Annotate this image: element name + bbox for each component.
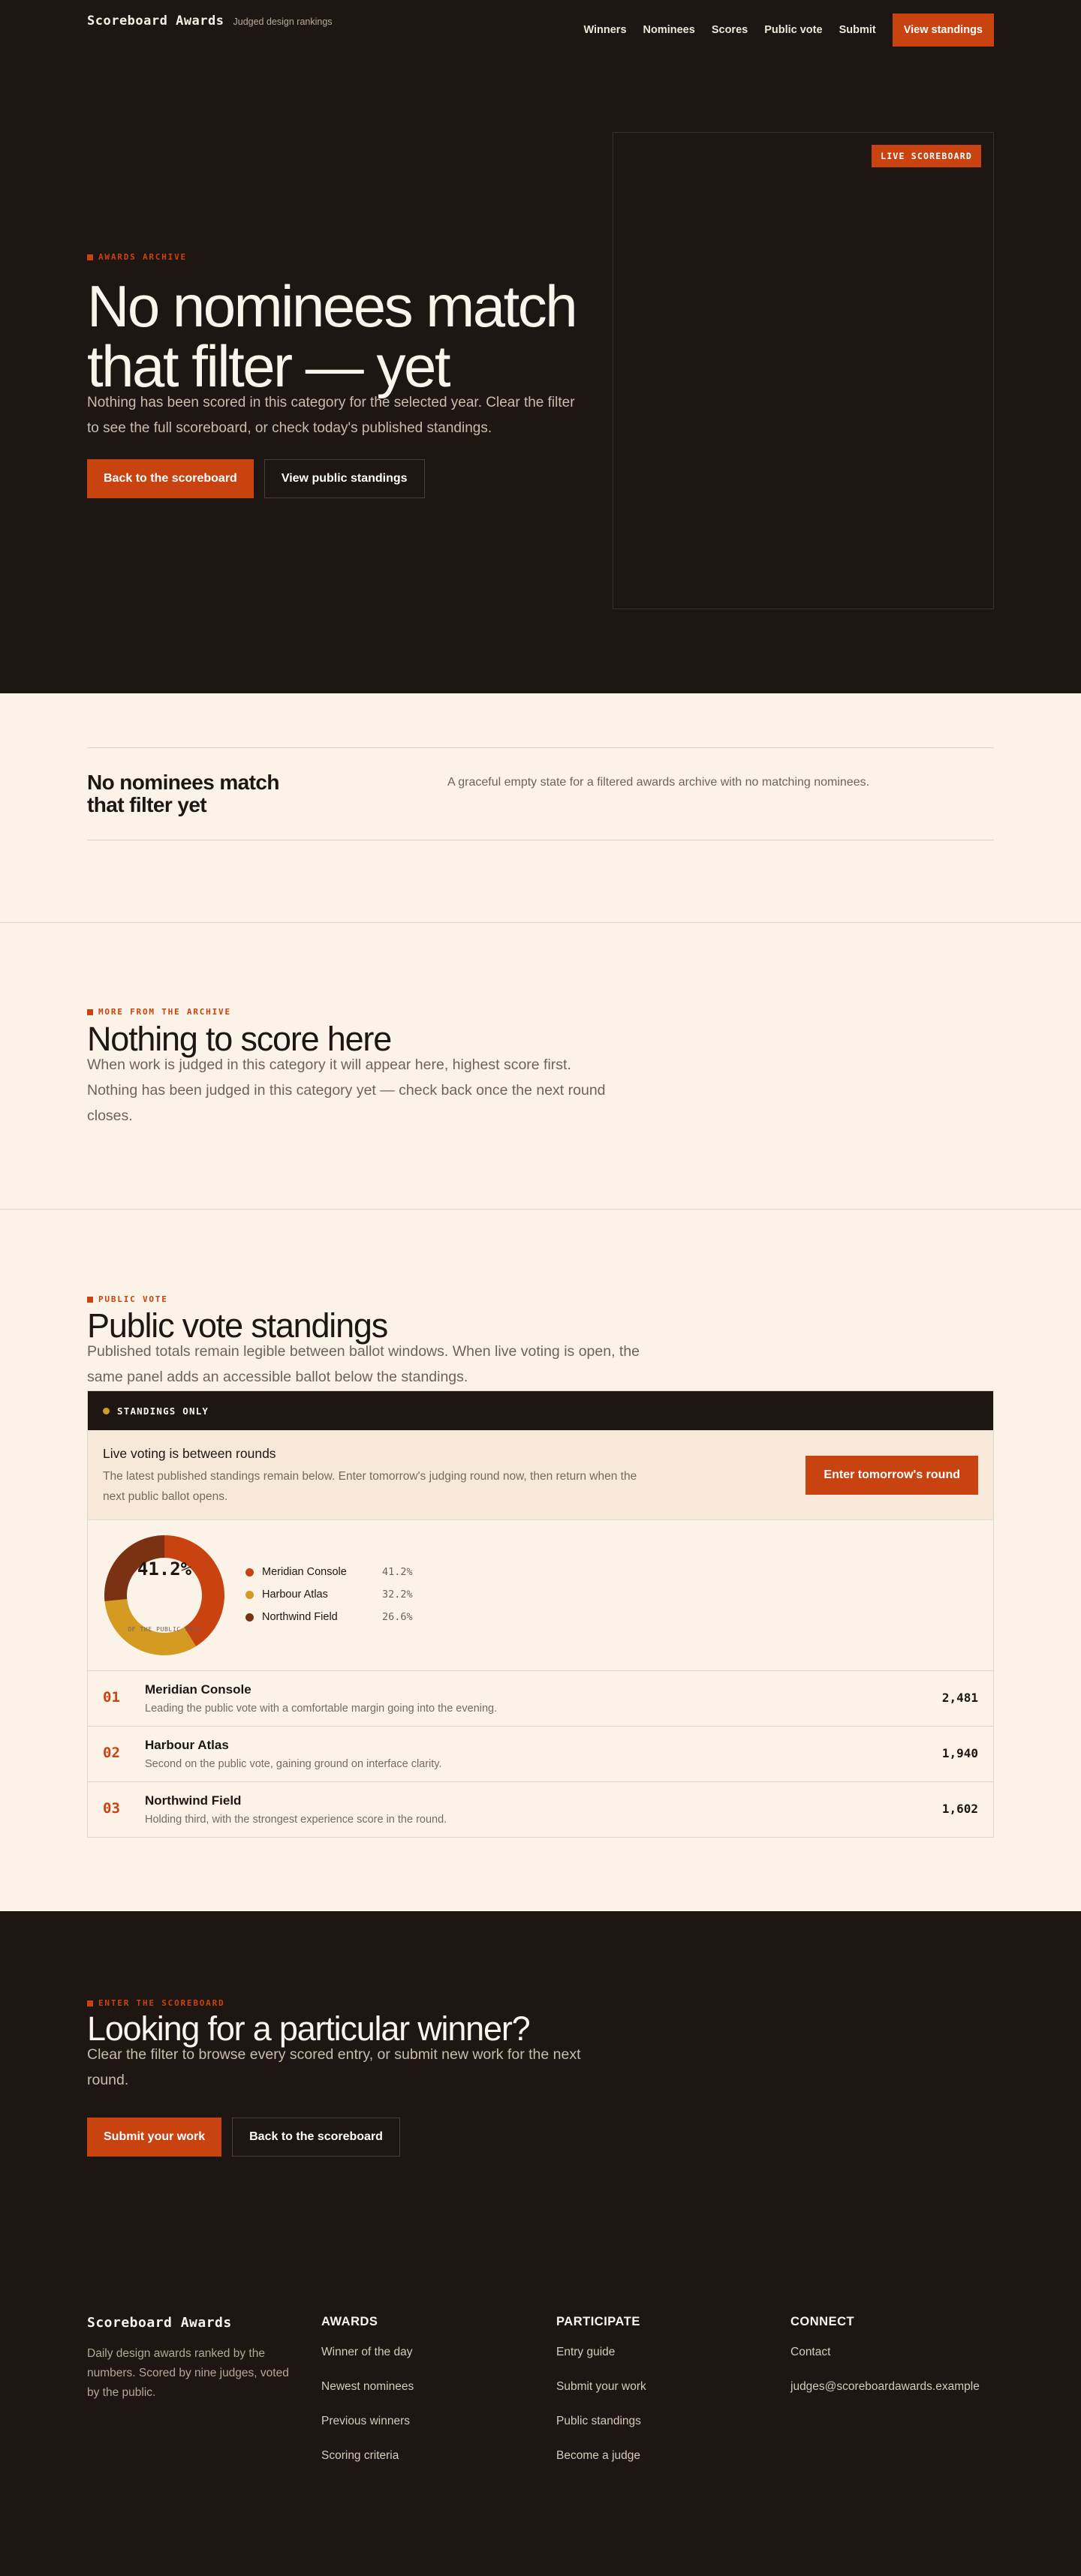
footer: [0, 2277, 1081, 2560]
legend-item: [245, 1561, 413, 1583]
submit-work-button[interactable]: Submit your work: [87, 2118, 221, 2157]
standing-row: [88, 1781, 993, 1837]
back-to-scoreboard-button[interactable]: Back to the scoreboard: [232, 2118, 400, 2157]
legend-value: 32.2%: [382, 1589, 413, 1601]
entry-description: Leading the public vote with a comfortable margin going into the evening.: [145, 1703, 498, 1715]
vote-eyebrow: [87, 1294, 168, 1304]
hero-eyebrow: [87, 252, 187, 262]
standings-card: [87, 1390, 994, 1838]
standings-bar: [88, 1391, 993, 1430]
cta-section: [0, 1911, 1081, 2277]
back-to-scoreboard-button[interactable]: Back to the scoreboard: [87, 459, 254, 498]
donut-value-label: 41.2%: [137, 1559, 192, 1580]
live-scoreboard-badge: LIVE SCOREBOARD: [872, 145, 981, 167]
footer-heading: CONNECT: [790, 2315, 855, 2328]
vote-count: 1,940: [941, 1746, 978, 1760]
footer-heading: PARTICIPATE: [556, 2315, 640, 2328]
view-standings-button[interactable]: View standings: [893, 14, 994, 47]
empty-state-section: [0, 693, 1081, 923]
empty-state-title: No nominees match that filter yet: [87, 771, 279, 816]
nav-submit[interactable]: Submit: [839, 24, 876, 36]
view-public-standings-button[interactable]: View public standings: [264, 459, 425, 498]
hero: [87, 60, 994, 693]
entry-description: Second on the public vote, gaining ground on interface clarity.: [145, 1758, 442, 1770]
legend-item: [245, 1606, 413, 1628]
standing-row: [88, 1726, 993, 1781]
footer-heading: AWARDS: [321, 2315, 378, 2328]
footer-column-connect: [790, 2315, 980, 2394]
enter-round-button[interactable]: Enter tomorrow's round: [805, 1456, 978, 1495]
eyebrow-square-icon: [87, 254, 93, 260]
nav-nominees[interactable]: Nominees: [643, 24, 695, 36]
main-nav: [583, 14, 994, 47]
legend-name: Harbour Atlas: [262, 1589, 328, 1601]
hero-eyebrow-text: AWARDS ARCHIVE: [98, 252, 187, 262]
footer-link[interactable]: Become a judge: [556, 2449, 641, 2462]
standings-only-label: STANDINGS ONLY: [117, 1405, 209, 1417]
chart-legend: [245, 1561, 413, 1628]
hero-actions: [87, 459, 425, 498]
brand[interactable]: [87, 14, 333, 29]
legend-name: Meridian Console: [262, 1566, 347, 1578]
legend-name: Northwind Field: [262, 1611, 338, 1623]
standing-row: [88, 1670, 993, 1726]
footer-link[interactable]: Newest nominees: [321, 2380, 414, 2393]
brand-tagline: Judged design rankings: [233, 17, 333, 27]
hero-lead: Nothing has been scored in this category for the selected year. Clear the filter to see the full scoreboard, or check today's published standings.: [87, 395, 575, 436]
cta-eyebrow-text: ENTER THE SCOREBOARD: [98, 1998, 225, 2008]
cta-title: Looking for a particular winner?: [87, 2009, 530, 2048]
brand-name[interactable]: Scoreboard Awards: [87, 14, 224, 29]
footer-column-awards: [321, 2315, 414, 2463]
legend-value: 41.2%: [382, 1566, 413, 1578]
legend-item: [245, 1583, 413, 1606]
entry-name: Meridian Console: [145, 1682, 251, 1697]
hero-title: No nominees match that filter — yet: [87, 273, 577, 399]
rank-number: 02: [103, 1745, 120, 1761]
footer-column-participate: [556, 2315, 646, 2463]
donut-chart: [103, 1534, 226, 1657]
public-vote-section: [0, 1210, 1081, 1911]
voting-notice: [88, 1430, 993, 1520]
more-title: Nothing to score here: [87, 1020, 392, 1058]
footer-link[interactable]: Previous winners: [321, 2415, 411, 2427]
vote-title: Public vote standings: [87, 1306, 388, 1345]
nav-scores[interactable]: Scores: [711, 24, 748, 36]
entry-name: Harbour Atlas: [145, 1738, 229, 1752]
cta-eyebrow: [87, 1998, 224, 2008]
footer-brand-column: [87, 2315, 290, 2403]
footer-link-email[interactable]: judges@scoreboardawards.example: [790, 2380, 980, 2393]
footer-link[interactable]: Winner of the day: [321, 2346, 413, 2358]
footer-link[interactable]: Submit your work: [556, 2380, 646, 2393]
eyebrow-square-icon: [87, 2000, 93, 2006]
more-eyebrow: [87, 1007, 231, 1017]
top-nav-bar: [87, 0, 994, 60]
eyebrow-square-icon: [87, 1009, 93, 1015]
vote-chart: [88, 1520, 993, 1670]
more-eyebrow-text: MORE FROM THE ARCHIVE: [98, 1007, 231, 1017]
rank-number: 01: [103, 1689, 120, 1706]
cta-lead: Clear the filter to browse every scored entry, or submit new work for the next round.: [87, 2046, 581, 2088]
live-scoreboard-panel: [613, 132, 994, 609]
notice-title: Live voting is between rounds: [103, 1446, 276, 1461]
divider: [87, 747, 994, 748]
rank-number: 03: [103, 1800, 120, 1817]
entry-description: Holding third, with the strongest experience score in the round.: [145, 1814, 447, 1826]
donut-caption: OF THE PUBLIC VOTE: [128, 1626, 201, 1633]
footer-brand[interactable]: Scoreboard Awards: [87, 2315, 232, 2331]
more-archive-section: [0, 923, 1081, 1210]
cta-actions: [87, 2118, 400, 2157]
legend-swatch: [245, 1568, 254, 1577]
vote-count: 1,602: [941, 1802, 978, 1816]
more-lead: When work is judged in this category it will appear here, highest score first. Nothing has been judged in this category yet — check back once the next round closes.: [87, 1057, 606, 1124]
footer-link[interactable]: Entry guide: [556, 2346, 616, 2358]
status-dot-icon: [103, 1408, 110, 1414]
footer-link[interactable]: Scoring criteria: [321, 2449, 399, 2462]
nav-public-vote[interactable]: Public vote: [764, 24, 823, 36]
notice-text: The latest published standings remain below. Enter tomorrow's judging round now, then return when the next public ballot opens.: [103, 1470, 637, 1503]
legend-swatch: [245, 1613, 254, 1622]
footer-link-contact[interactable]: Contact: [790, 2346, 831, 2358]
entry-name: Northwind Field: [145, 1793, 242, 1808]
vote-eyebrow-text: PUBLIC VOTE: [98, 1294, 168, 1304]
nav-winners[interactable]: Winners: [583, 24, 627, 36]
hero-section: [0, 0, 1081, 693]
vote-count: 2,481: [941, 1691, 978, 1705]
footer-link[interactable]: Public standings: [556, 2415, 641, 2427]
legend-value: 26.6%: [382, 1611, 413, 1623]
legend-swatch: [245, 1591, 254, 1599]
empty-state-description: A graceful empty state for a filtered awards archive with no matching nominees.: [447, 776, 870, 789]
eyebrow-square-icon: [87, 1297, 93, 1303]
vote-lead: Published totals remain legible between ballot windows. When live voting is open, the same panel adds an accessible ballot below the standings.: [87, 1343, 640, 1385]
footer-tagline: Daily design awards ranked by the numbers. Scored by nine judges, voted by the public.: [87, 2347, 289, 2399]
